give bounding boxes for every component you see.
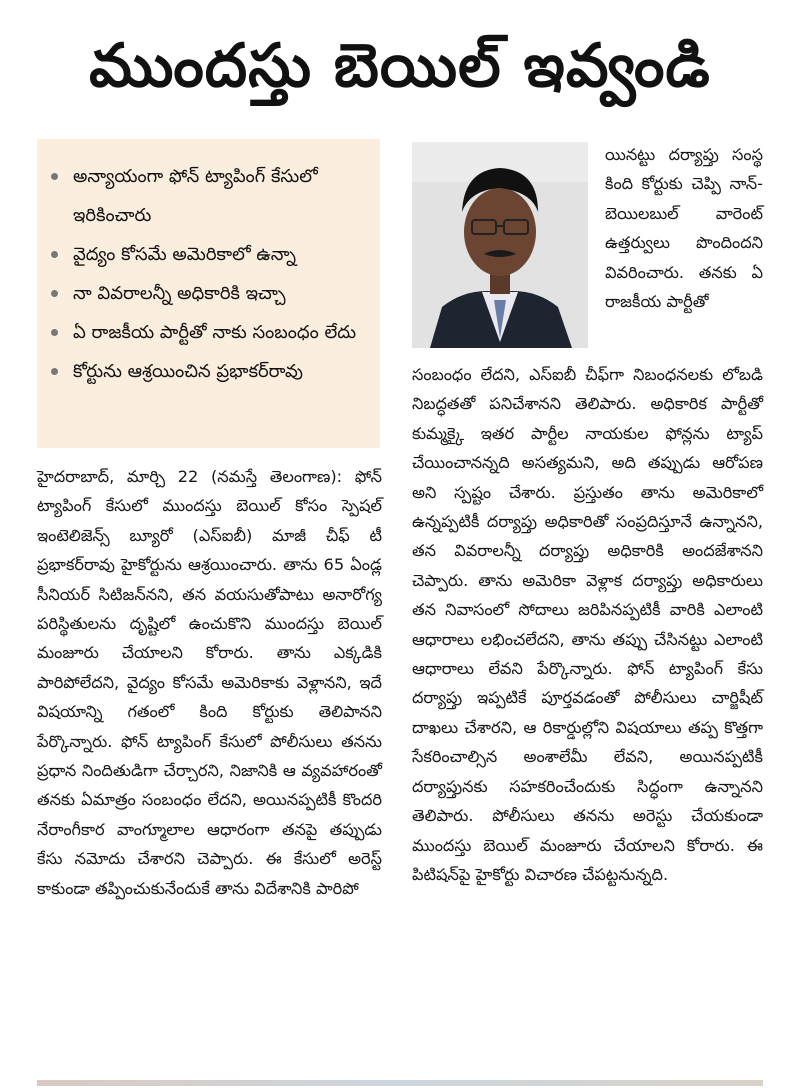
article-paragraph: యినట్టు దర్యాప్తు సంస్థ కింది కోర్టుకు చెప్పి నాన్-బెయిలబుల్ వారెంట్ ఉత్తర్వులు పొందిందని వివరించారు. తనకు ఏ రాజకీయ పార్టీతో: [605, 145, 763, 312]
highlight-item: [51, 157, 368, 235]
article-paragraph: హైదరాబాద్, మార్చి 22 (నమస్తే తెలంగాణ): ఫోన్ ట్యాపింగ్ కేసులో ముందస్తు బెయిల్ కోసం స్పెషల్ ఇంటెలిజెన్స్ బ్యూరో (ఎస్ఐబీ) మాజీ చీఫ్ టీ ప్రభాకర్‌రావు హైకోర్టును ఆశ్రయించారు. తాను 65 ఏండ్ల సీనియర్ సిటిజన్‌నని, తన వయసుతోపాటు అనారోగ్య పరిస్థితులను దృష్టిలో ఉంచుకొని ముందస్తు బెయిల్ మంజూరు చేయాలని కోరారు. తాను ఎక్కడికి పారిపోలేదని, వైద్యం కోసమే అమెరికాకు వెళ్లానని, ఇదే విషయాన్ని గతంలో కింది కోర్టుకు తెలిపానని పేర్కొన్నారు. ఫోన్ ట్యాపింగ్ కేసులో పోలీసులు తనను ప్రధాన నిందితుడిగా చేర్చారని, నిజానికి ఆ వ్యవహారంతో తనకు ఏమాత్రం సంబంధం లేదని, అయినప్పటికీ కొందరి నేరాంగీకార వాంగ్మూలాల ఆధారంగా తనపై తప్పుడు కేసు నమోదు చేశారని చెప్పారు. ఈ కేసులో అరెస్ట్ కాకుండా తప్పించుకునేందుకే తాను విదేశానికి పారిపో: [37, 467, 382, 898]
portrait-photo: [412, 142, 588, 348]
highlight-text: నా వివరాలన్నీ అధికారికి ఇచ్చా: [73, 283, 286, 304]
article-column-right: [412, 360, 763, 889]
bottom-divider: [37, 1080, 763, 1086]
highlight-text: కోర్టును ఆశ్రయించిన ప్రభాకర్‌రావు: [73, 361, 303, 382]
article-column-left: [37, 462, 382, 903]
bullet-icon: [51, 329, 58, 336]
bullet-icon: [51, 173, 58, 180]
highlight-text: అన్యాయంగా ఫోన్ ట్యాపింగ్ కేసులో ఇరికించారు: [73, 166, 318, 226]
article-paragraph: సంబంధం లేదని, ఎస్ఐబీ చీఫ్‌గా నిబంధనలకు లోబడి నిబద్ధతతో పనిచేశానని తెలిపారు. అధికారిక పార్టీతో కుమ్మక్కై ఇతర పార్టీల నాయకుల ఫోన్లను ట్యాప్ చేయించానన్నది అసత్యమని, అది తప్పుడు ఆరోపణ అని స్పష్టం చేశారు. ప్రస్తుతం తాను అమెరికాలో ఉన్నప్పటికీ దర్యాప్తు అధికారితో సంప్రదిస్తూనే ఉన్నానని, తన వివరాలన్నీ దర్యాప్తు అధికారికి అందజేశానని చెప్పారు. తాను అమెరికా వెళ్లాక దర్యాప్తు అధికారులు తన నివాసంలో సోదాలు జరిపినప్పటికీ వారికి ఎలాంటి ఆధారాలు లభించలేదని, తాను తప్పు చేసినట్టు ఎలాంటి ఆధారాలు లేవని పేర్కొన్నారు. ఫోన్ ట్యాపింగ్ కేసు దర్యాప్తు ఇప్పటికే పూర్తవడంతో పోలీసులు చార్జిషీట్ దాఖలు చేశారని, ఆ రికార్డుల్లోని విషయాలు తప్ప కొత్తగా సేకరించాల్సిన అంశాలేమీ లేవని, అయినప్పటికీ దర్యాప్తునకు సహకరించేందుకు సిద్ధంగా ఉన్నానని తెలిపారు. పోలీసులు తనను అరెస్టు చేయకుండా ముందస్తు బెయిల్ మంజూరు చేయాలని కోరారు. ఈ పిటిషన్‌పై హైకోర్టు విచారణ చేపట్టనున్నది.: [412, 365, 763, 884]
highlight-item: [51, 235, 368, 274]
article-column-right-top: [605, 140, 763, 316]
portrait-illustration: [412, 142, 588, 348]
bullet-icon: [51, 368, 58, 375]
bullet-icon: [51, 290, 58, 297]
bullet-icon: [51, 251, 58, 258]
highlight-item: [51, 352, 368, 391]
highlight-text: ఏ రాజకీయ పార్టీతో నాకు సంబంధం లేదు: [73, 322, 357, 343]
highlights-list: [51, 157, 368, 391]
highlight-text: వైద్యం కోసమే అమెరికాలో ఉన్నా: [73, 244, 296, 265]
highlight-item: [51, 313, 368, 352]
headline: ముందస్తు బెయిల్ ఇవ్వండి: [89, 31, 711, 101]
highlights-box: [37, 139, 380, 448]
highlight-item: [51, 274, 368, 313]
